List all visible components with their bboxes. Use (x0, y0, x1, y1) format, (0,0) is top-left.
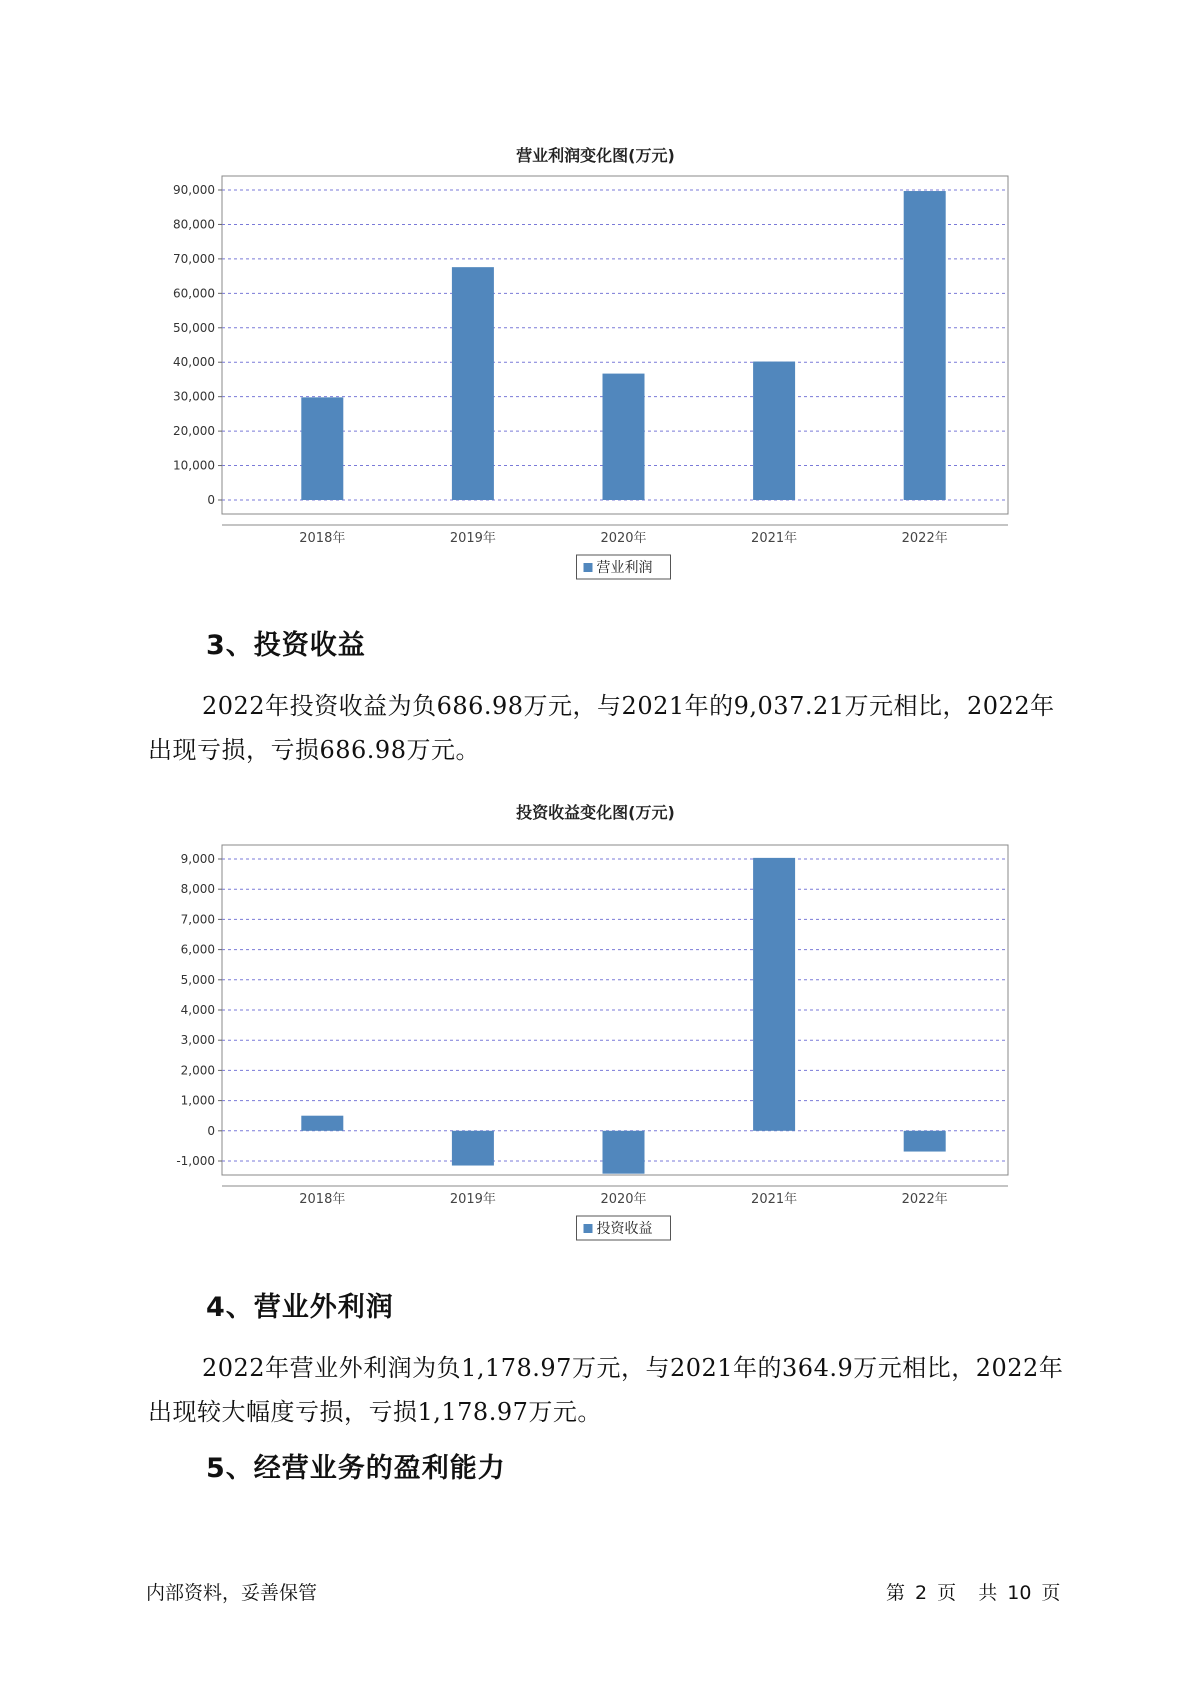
x-tick-label: 2021年 (751, 1192, 798, 1207)
bar-3 (603, 1131, 645, 1174)
page-num: 2 (915, 1582, 928, 1604)
bar-2 (452, 1131, 494, 1166)
page-prefix: 第 (886, 1582, 906, 1604)
y-tick-label: 5,000 (180, 972, 215, 987)
section-4-paragraph: 2022年营业外利润为负1,178.97万元，与2021年的364.9万元相比，2022年出现较大幅度亏损，亏损1,178.97万元。 (148, 1354, 1064, 1426)
legend-swatch (584, 1224, 593, 1233)
y-tick-label: 8,000 (180, 882, 215, 897)
x-tick-label: 2022年 (901, 531, 948, 546)
operating-profit-chart (0, 160, 1191, 600)
y-tick-label: 50,000 (173, 320, 215, 335)
section-5-heading: 5、经营业务的盈利能力 (206, 1453, 506, 1484)
chart2-title: 投资收益变化图(万元) (516, 803, 675, 822)
y-tick-label: 7,000 (180, 912, 215, 927)
y-tick-label: 6,000 (180, 942, 215, 957)
y-tick-label: 70,000 (173, 251, 215, 266)
legend-label: 营业利润 (596, 560, 653, 576)
y-tick-label: 2,000 (180, 1063, 215, 1078)
x-tick-label: 2022年 (901, 1192, 948, 1207)
section-3-paragraph: 2022年投资收益为负686.98万元，与2021年的9,037.21万元相比，2022年出现亏损，亏损686.98万元。 (148, 692, 1055, 764)
bar-4 (753, 362, 795, 500)
x-tick-label: 2020年 (600, 531, 647, 546)
bar-5 (904, 191, 946, 500)
bar-5 (904, 1131, 946, 1152)
total-num: 10 (1007, 1582, 1032, 1604)
y-tick-label: 80,000 (173, 217, 215, 232)
total-prefix: 共 (978, 1582, 998, 1604)
bar-1 (301, 1116, 343, 1131)
legend-label: 投资收益 (596, 1221, 653, 1237)
section-3-heading: 3、投资收益 (206, 630, 366, 661)
x-tick-label: 2021年 (751, 531, 798, 546)
investment-income-chart (0, 828, 1191, 1248)
y-tick-label: 3,000 (180, 1033, 215, 1048)
y-tick-label: 60,000 (173, 286, 215, 301)
y-tick-label: 0 (207, 1123, 215, 1138)
y-tick-label: 20,000 (173, 424, 215, 439)
bar-3 (603, 374, 645, 500)
y-tick-label: 1,000 (180, 1093, 215, 1108)
y-tick-label: 10,000 (173, 458, 215, 473)
x-tick-label: 2019年 (449, 1192, 496, 1207)
y-tick-label: 90,000 (173, 183, 215, 197)
footer-page-number (886, 1578, 1070, 1605)
x-tick-label: 2018年 (299, 1192, 346, 1207)
y-tick-label: 30,000 (173, 389, 215, 404)
section-4-heading: 4、营业外利润 (206, 1292, 394, 1323)
legend-swatch (584, 563, 593, 572)
bar-4 (753, 858, 795, 1131)
page-unit: 页 (937, 1582, 957, 1604)
footer-confidential-note: 内部资料，妥善保管 (146, 1582, 318, 1604)
y-tick-label: -1,000 (176, 1154, 215, 1168)
y-tick-label: 9,000 (180, 852, 215, 866)
chart1-title: 营业利润变化图(万元) (516, 146, 675, 165)
y-tick-label: 4,000 (180, 1003, 215, 1017)
y-tick-label: 0 (207, 493, 215, 507)
bar-1 (301, 397, 343, 500)
y-tick-label: 40,000 (173, 355, 215, 370)
x-tick-label: 2019年 (449, 531, 496, 546)
x-tick-label: 2020年 (600, 1192, 647, 1207)
x-tick-label: 2018年 (299, 531, 346, 546)
total-unit: 页 (1041, 1582, 1061, 1604)
bar-2 (452, 267, 494, 500)
